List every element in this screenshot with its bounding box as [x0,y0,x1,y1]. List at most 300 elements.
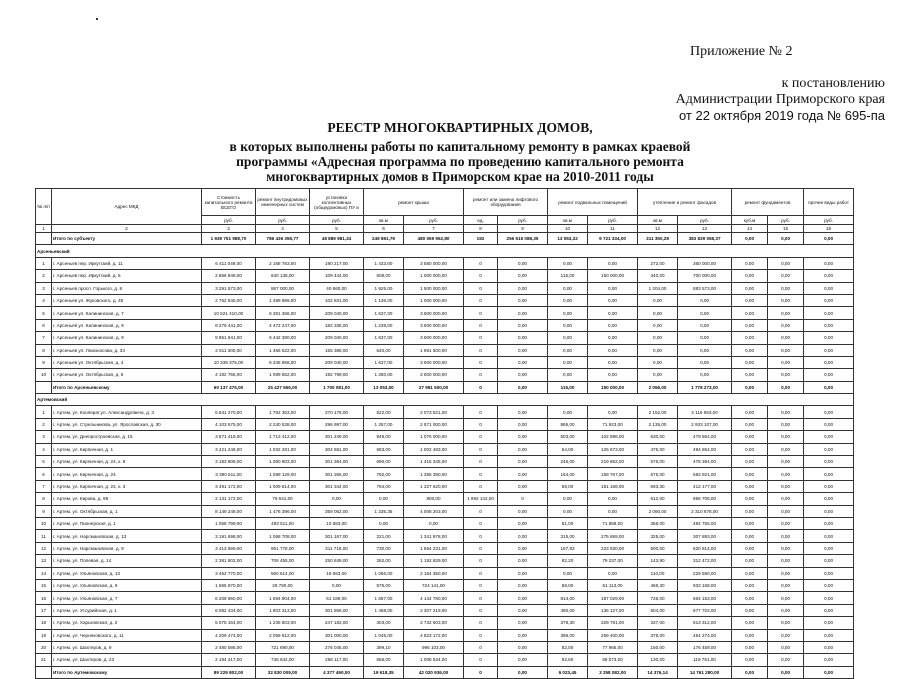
value-cell: 522,00 [364,406,404,418]
value-cell: 0,00 [732,431,768,443]
value-cell: 9 851 941,00 [202,332,256,344]
table-row [36,356,854,368]
value-cell: 0 [464,517,498,529]
row-number-cell: 5 [36,307,52,319]
row-number-cell: 2 [36,418,52,430]
value-cell: 358,00 [638,517,678,529]
value-cell: 13 053,00 [364,381,404,393]
value-cell: 4 377 490,00 [310,666,364,678]
value-cell: 9 721 334,00 [588,233,638,245]
value-cell: 0,00 [768,517,804,529]
value-cell: 0 [464,480,498,492]
value-cell: 0 [464,369,498,381]
value-cell: 136 127,00 [588,604,638,616]
value-cell: 3 600 000,00 [404,319,464,331]
value-cell: 412 177,00 [678,480,732,492]
value-cell: 2 152,00 [638,406,678,418]
value-cell: 3 191 698,00 [202,530,256,542]
value-cell: 325,00 [638,530,678,542]
value-cell: 0 [464,431,498,443]
value-cell: 0,00 [768,443,804,455]
value-cell: 0,00 [732,294,768,306]
value-cell: 0,00 [588,332,638,344]
table-row [36,579,854,591]
row-number-cell: 7 [36,332,52,344]
col-header-roof: ремонт крыши [364,189,464,216]
value-cell: 0,00 [498,480,548,492]
value-cell: 560 614,00 [256,567,310,579]
value-cell: 0,00 [768,332,804,344]
value-cell: 0,00 [732,579,768,591]
value-cell: 0,00 [804,443,854,455]
row-number-cell: 11 [36,530,52,542]
value-cell: 110,00 [638,567,678,579]
value-cell: 1 341 978,00 [404,530,464,542]
address-cell: г. Артем, ул. Кирпичная, д. 1 [52,443,202,455]
value-cell: 130,00 [638,654,678,666]
value-cell: 0,00 [804,542,854,554]
table-row [36,617,854,629]
value-cell: 2 135,00 [638,418,678,430]
value-cell: 0,00 [804,369,854,381]
address-cell: г. Арсеньев пер. Иркутский, д. 11 [52,257,202,269]
row-number-cell: 4 [36,443,52,455]
value-cell: 0,00 [804,493,854,505]
value-cell: 0 [464,456,498,468]
document-title: РЕЕСТР МНОГОКВАРТИРНЫХ ДОМОВ, [327,120,593,135]
value-cell: 1 089 129,00 [256,468,310,480]
value-cell: 102 831,00 [310,294,364,306]
value-cell: 0,00 [804,567,854,579]
value-cell: 0 [464,344,498,356]
value-cell: 223 830,00 [588,542,638,554]
value-cell: 2 056,00 [638,381,678,393]
column-number-cell: 5 [310,225,364,233]
value-cell: 0,00 [768,555,804,567]
unit-cell: руб. [310,216,364,225]
value-cell: 209 040,00 [310,356,364,368]
value-cell: 3 452 770,00 [202,567,256,579]
value-cell: 246,00 [548,456,588,468]
table-row [36,493,854,505]
value-cell: 0 [464,332,498,344]
col-header-other: прочие виды работ [804,189,854,216]
value-cell: 996 103,00 [404,641,464,653]
value-cell: 0,00 [804,319,854,331]
value-cell: 3 413 669,00 [202,542,256,554]
table-row [36,530,854,542]
value-cell: 1 803 313,00 [256,604,310,616]
value-cell: 256 616 088,35 [498,233,548,245]
value-cell: 0,00 [732,604,768,616]
value-cell: 307 893,00 [678,530,732,542]
value-cell: 27 991 500,00 [404,381,464,393]
address-cell: г. Артем, ул. Уссурийская, д. 1 [52,604,202,616]
column-number-cell: 14 [732,225,768,233]
row-number-cell: 17 [36,604,52,616]
value-cell: 396,00 [548,629,588,641]
row-number-cell: 19 [36,629,52,641]
value-cell: 0,00 [804,641,854,653]
value-cell: 1 060 803,00 [256,456,310,468]
value-cell: 0,00 [804,356,854,368]
value-cell: 0,00 [732,505,768,517]
table-row [36,517,854,529]
value-cell: 0,00 [588,493,638,505]
value-cell: 109 444,00 [310,270,364,282]
value-cell: 0,00 [804,592,854,604]
value-cell: 0 [464,666,498,678]
total-row-arsenyev [36,381,854,393]
value-cell: 3 600 000,00 [404,332,464,344]
value-cell: 0,00 [768,319,804,331]
unit-cell: руб. [678,216,732,225]
row-number-cell: 14 [36,567,52,579]
value-cell: 0,00 [804,406,854,418]
value-cell: 187 029,00 [588,592,638,604]
value-cell: 275 869,00 [588,530,638,542]
row-number-cell: 13 [36,555,52,567]
value-cell: 1 045,00 [364,629,404,641]
section-label: Арсеньевский [36,245,854,257]
value-cell: 28 780,00 [256,579,310,591]
value-cell: 3 116 593,00 [678,406,732,418]
value-cell: 2 073 521,00 [404,406,464,418]
value-cell: 3 580 000,00 [404,257,464,269]
value-cell: 1 192 829,00 [404,555,464,567]
value-cell: 0,00 [732,369,768,381]
value-cell: 0,00 [588,406,638,418]
value-cell: 4 209 474,00 [202,629,256,641]
address-cell: г. Артем, ул. Кооперат.ул. Александровича, д. 3 [52,406,202,418]
value-cell: 311 350,28 [638,233,678,245]
table-row [36,344,854,356]
value-cell: 0 [464,319,498,331]
value-cell: 0,00 [498,517,548,529]
column-number-cell: 11 [588,225,638,233]
value-cell: 582 921,00 [678,468,732,480]
table-row [36,641,854,653]
value-cell: 814,00 [548,592,588,604]
table-body [36,233,854,679]
value-cell: 164,00 [548,468,588,480]
value-cell: 0,00 [732,233,768,245]
value-cell: 3 183 808,00 [202,456,256,468]
value-cell: 0,00 [768,344,804,356]
value-cell: 301 866,00 [310,604,364,616]
row-number-cell: 15 [36,579,52,591]
title-subline-2: программы «Адресная программа по проведению капитального ремонта [236,154,684,169]
value-cell: 792,00 [364,468,404,480]
value-cell: 0,00 [804,431,854,443]
value-cell: 736 642,00 [256,654,310,666]
value-cell: 0,00 [498,270,548,282]
value-cell: 0,00 [768,369,804,381]
row-number-cell: 6 [36,319,52,331]
value-cell: 0,00 [498,332,548,344]
value-cell: 494 854,00 [678,443,732,455]
value-cell: 2 762 845,00 [202,294,256,306]
value-cell: 1 002 483,00 [404,443,464,455]
value-cell: 10 339 375,00 [202,356,256,368]
value-cell: 0,00 [404,517,464,529]
value-cell: 1 489 989,00 [256,294,310,306]
value-cell: 1 250,00 [364,369,404,381]
value-cell: 71 923,00 [588,418,638,430]
value-cell: 1 637,00 [364,356,404,368]
unit-cell: кв.м [364,216,404,225]
value-cell: 0 [464,270,498,282]
value-cell: 0 [464,294,498,306]
table-row [36,418,854,430]
table-row [36,604,854,616]
value-cell: 0,00 [732,517,768,529]
value-cell: 700 000,00 [678,270,732,282]
value-cell: 0,00 [498,592,548,604]
value-cell: 13 053,32 [548,233,588,245]
value-cell: 0,00 [768,480,804,492]
value-cell: 0,00 [732,270,768,282]
value-cell: 32 830 009,00 [256,666,310,678]
value-cell: 40 660,00 [310,282,364,294]
row-number-cell [36,233,52,245]
section-label: Артемовский [36,394,854,406]
value-cell: 303,00 [364,617,404,629]
table-row [36,456,854,468]
value-cell: 0,00 [732,381,768,393]
value-cell: 250 849,00 [310,555,364,567]
row-number-cell: 10 [36,369,52,381]
table-row [36,282,854,294]
value-cell: 0,00 [804,233,854,245]
value-cell: 0,00 [768,257,804,269]
value-cell: 0,00 [732,319,768,331]
value-cell: 0,00 [588,505,638,517]
value-cell: 0,00 [498,257,548,269]
value-cell: 4 823 172,00 [404,629,464,641]
unit-cell: руб. [588,216,638,225]
value-cell: 664 153,00 [678,592,732,604]
value-cell: 0,00 [548,282,588,294]
value-cell: 0 [464,542,498,554]
value-cell: 0,00 [310,493,364,505]
value-cell: 301 365,00 [310,468,364,480]
value-cell: 0,00 [732,629,768,641]
value-cell: 3 258 082,00 [588,666,638,678]
value-cell: 143,90 [638,555,678,567]
value-cell: 0,00 [768,282,804,294]
value-cell: 3 571 418,00 [202,431,256,443]
value-cell: 6 442 380,00 [256,332,310,344]
value-cell: 61 189,00 [310,592,364,604]
value-cell: 0,00 [678,344,732,356]
total-row-subject [36,233,854,245]
value-cell: 0,00 [588,567,638,579]
value-cell: 693,30 [638,480,678,492]
row-number-cell: 5 [36,456,52,468]
value-cell: 1 066,00 [364,567,404,579]
value-cell: 301 344,00 [310,480,364,492]
value-cell: 150 000,00 [588,381,638,393]
value-cell: 556,00 [364,654,404,666]
value-cell: 4 472 247,00 [256,319,310,331]
unit-cell: ед. [464,216,498,225]
address-cell: г. Арсеньев ул. Октябрьская, д. 4 [52,356,202,368]
address-cell: г. Артем, ул. Черняховского, д. 11 [52,629,202,641]
value-cell: 690,00 [364,456,404,468]
value-cell: 0,00 [498,307,548,319]
address-cell: г. Артем, ул. Кирпичная, д. 24 [52,468,202,480]
address-cell: г. Артем, ул. Пионерская, д. 1 [52,517,202,529]
value-cell: 721 690,00 [256,641,310,653]
column-number-cell: 9 [498,225,548,233]
column-number-cell: 15 [768,225,804,233]
address-cell: г. Арсеньев ул. Калининская, д. 7 [52,307,202,319]
value-cell: 0,00 [548,505,588,517]
value-cell: 79 237,00 [588,555,638,567]
value-cell: 1 235 803,00 [256,617,310,629]
value-cell: 0,00 [498,369,548,381]
value-cell: 0,00 [498,654,548,666]
value-cell: 0,00 [804,617,854,629]
address-cell: Итого по Артемовскому [52,666,202,678]
value-cell: 0 [464,592,498,604]
column-number-row [36,225,854,233]
value-cell: 0,00 [732,666,768,678]
value-cell: 0,00 [732,480,768,492]
value-cell: 1 778 273,00 [678,381,732,393]
address-cell: г. Артем, ул. Нарсмановская, д. 9 [52,542,202,554]
value-cell: 0,00 [732,418,768,430]
value-cell: 0,00 [732,406,768,418]
value-cell: 0,00 [804,468,854,480]
value-cell: 2 131 172,00 [202,493,256,505]
column-number-cell: 8 [464,225,498,233]
value-cell: 0,00 [804,517,854,529]
value-cell: 8 279 441,00 [202,319,256,331]
table-row [36,468,854,480]
value-cell: 58,00 [548,579,588,591]
address-cell: г. Артем, ул. Кирпичная, д. 24, к. 8 [52,456,202,468]
value-cell: 0,00 [548,344,588,356]
value-cell: 329 781,00 [588,617,638,629]
column-number-cell: 13 [678,225,732,233]
value-cell: 0,00 [498,530,548,542]
value-cell: 0 [498,493,548,505]
value-cell: 71 868,00 [588,517,638,529]
value-cell: 600,00 [638,542,678,554]
value-cell: 0 [464,468,498,480]
value-cell: 0,00 [732,344,768,356]
value-cell: 0,00 [768,294,804,306]
table-row [36,307,854,319]
value-cell: 730,00 [364,542,404,554]
value-cell: 3 291 573,00 [202,282,256,294]
value-cell: 89 229 802,00 [202,666,256,678]
value-cell: 1 925,00 [364,282,404,294]
value-cell: 0,00 [498,456,548,468]
value-cell: 8 149 248,00 [202,505,256,517]
value-cell: 867 000,00 [256,282,310,294]
value-cell: 0,00 [498,294,548,306]
value-cell: 340,00 [638,270,678,282]
value-cell: 0,00 [498,344,548,356]
value-cell: 604,00 [638,604,678,616]
value-cell: 1 415 345,00 [404,456,464,468]
value-cell: 102 898,00 [588,431,638,443]
value-cell: 0,00 [588,282,638,294]
value-cell: 0,00 [732,567,768,579]
value-cell: 613 312,00 [678,617,732,629]
value-cell: 800,00 [404,493,464,505]
value-cell: 157,93 [548,542,588,554]
value-cell: 5 075 164,00 [202,617,256,629]
value-cell: 0,00 [732,456,768,468]
value-cell: 640 136,00 [256,270,310,282]
value-cell: 0 [464,282,498,294]
value-cell: 190 217,00 [310,257,364,269]
value-cell: 60 137 475,00 [202,381,256,393]
value-cell: 0,00 [588,356,638,368]
value-cell: 0,00 [768,542,804,554]
value-cell: 0,00 [804,480,854,492]
value-cell: 19 618,35 [364,666,404,678]
value-cell: 479 864,00 [678,431,732,443]
value-cell: 182 335,00 [310,319,364,331]
value-cell: 0,00 [498,567,548,579]
address-cell: Итого по субъекту [52,233,202,245]
value-cell: 608,00 [364,270,404,282]
value-cell: 0,00 [548,332,588,344]
value-cell: 301 364,00 [310,456,364,468]
value-cell: 0,00 [498,319,548,331]
value-cell: 115,00 [548,381,588,393]
value-cell: 0,00 [588,319,638,331]
value-cell: 311 718,00 [310,542,364,554]
value-cell: 61 113,00 [588,579,638,591]
value-cell: 0 [464,443,498,455]
value-cell: 0,00 [548,319,588,331]
address-cell: г. Артем, ул. Шахтеров, д. 9 [52,641,202,653]
unit-cell: руб. [804,216,854,225]
unit-cell: руб. [202,216,256,225]
value-cell: 0,00 [498,381,548,393]
value-cell: 2 866 848,00 [202,270,256,282]
address-cell: г. Артем, ул. Кирпичная, д. 24, к. 3 [52,480,202,492]
value-cell: 4 182 756,00 [202,369,256,381]
value-cell: 0,00 [678,307,732,319]
value-cell: 612,00 [638,493,678,505]
value-cell: 0 [464,530,498,542]
value-cell: 0 [464,555,498,567]
value-cell: 0,00 [498,431,548,443]
col-header-total-cost: Стоимость капитального ремонта ВСЕГО [202,189,256,216]
value-cell: 0,00 [732,530,768,542]
value-cell: 0,00 [768,530,804,542]
value-cell: 620 814,00 [678,542,732,554]
value-cell: 1 665 970,00 [202,579,256,591]
value-cell: 4 008 203,00 [404,505,464,517]
value-cell: 1 992 142,00 [464,493,498,505]
value-cell: 0 [464,307,498,319]
table-row [36,555,854,567]
appendix-label: Приложение № 2 [690,44,793,59]
value-cell: 77 965,00 [588,641,638,653]
value-cell: 475,00 [638,443,678,455]
date-stamp: от 22 октября 2019 года № 695-па [678,108,885,123]
value-cell: 0,00 [638,332,678,344]
value-cell: 1 476 396,00 [256,505,310,517]
